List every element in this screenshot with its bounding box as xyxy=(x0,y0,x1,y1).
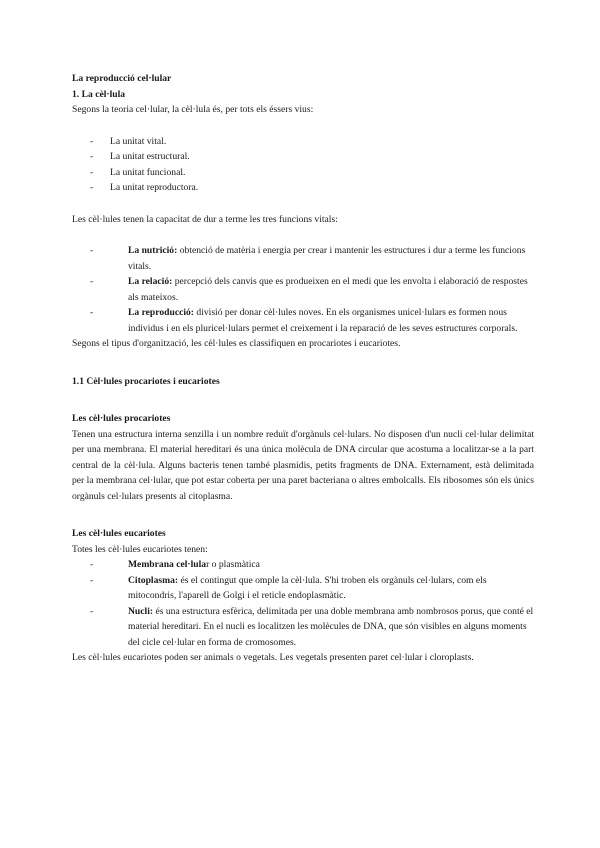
list-item: - La unitat reproductora. xyxy=(90,182,199,193)
eukaryote-closing: Les cèl·lules eucariotes poden ser animals o vegetals. Les vegetals presenten paret cel·lular i cloroplasts. xyxy=(72,652,474,663)
list-item: - La unitat vital. xyxy=(90,135,167,147)
vital-functions-list xyxy=(72,243,534,336)
section-heading-cell: 1. La cèl·lula xyxy=(72,88,126,100)
cell-theory-intro: Segons la teoria cel·lular, la cèl·lula és, per tots els éssers vius: xyxy=(72,104,314,115)
list-item: - Nucli: és una estructura esfèrica, delimitada per una doble membrana amb nombrosos porus, que conté el material hereditari. En el nucli es localitzen les molècules de DNA, que són visibles en alguns moments del cicle cel·lular en forma de cromosomes. xyxy=(90,605,534,648)
eukaryote-intro: Totes les cèl·lules eucariotes tenen: xyxy=(72,543,208,555)
list-item: - Citoplasma: és el contingut que omple la cèl·lula. S'hi troben els orgànuls cel·lulars, com els mitocondris, l'aparell de Golgi i el reticle endoplasmàtic. xyxy=(90,574,487,601)
document-title: La reproducció cel·lular xyxy=(72,73,172,84)
list-item: - La unitat estructural. xyxy=(90,151,190,162)
section-heading-prok-euk: 1.1 Cèl·lules procariotes i eucariotes xyxy=(72,375,220,387)
document-body xyxy=(72,71,534,666)
list-item: - La unitat funcional. xyxy=(90,166,186,178)
list-item: - La reproducció: divisió per donar cèl·lules noves. En els organismes unicel·lulars es formen nous individus i en els pluricel·lulars permet el creixement i la reparació de les seves estructures corporals. xyxy=(90,307,518,334)
list-item: - La nutrició: obtenció de matèria i energia per crear i mantenir les estructures i dur a terme les funcions vitals. xyxy=(90,245,526,272)
list-item: - La relació: percepció dels canvis que es produeixen en el medi que les envolta i elaboració de respostes als mateixos. xyxy=(90,276,528,303)
prokaryote-heading: Les cèl·lules procariotes xyxy=(72,413,171,424)
prokaryote-text: Tenen una estructura interna senzilla i un nombre reduït d'orgànuls cel·lulars. No disposen d'un nucli cel·lular delimitat per una membrana. El material hereditari és una única molècula de DNA circular que acostuma a localitzar-se a la part central de la cèl·lula. Alguns bacteris tenen també plasmidis, petits fragments de DNA. Externament, està delimitada per la membrana cel·lular, que pot estar coberta per una paret bacteriana o altres embolcalls. Els ribosomes són els únics orgànuls cel·lulars presents al citoplasma. xyxy=(72,428,534,502)
cell-roles-list xyxy=(72,134,534,196)
eukaryote-heading: Les cèl·lules eucariotes xyxy=(72,528,166,539)
list-item: - Membrana cel·lular o plasmàtica xyxy=(90,559,260,570)
classification-text: Segons el tipus d'organització, les cèl·lules es classifiquen en procariotes i eucariotes. xyxy=(72,338,401,349)
eukaryote-parts-list xyxy=(72,557,534,650)
vital-functions-intro: Les cèl·lules tenen la capacitat de dur a terme les tres funcions vitals: xyxy=(72,213,338,225)
